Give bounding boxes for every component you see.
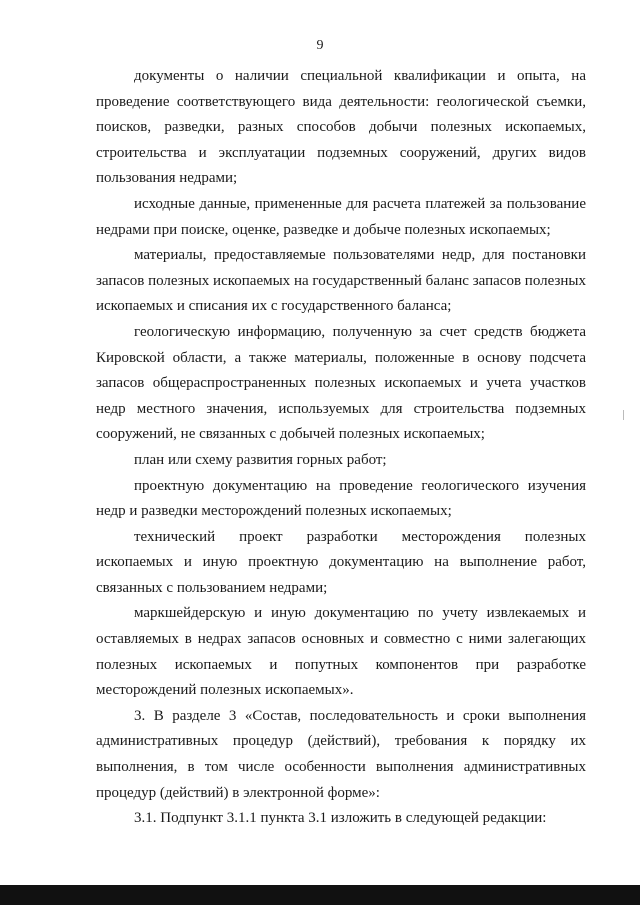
paragraph-documents-qualification: документы о наличии специальной квалификации и опыта, на проведение соответствующего вида деятельности: геологической съемки, поисков, разведки, разных способов добычи полезных ископаемых, строительства и эксплуатации подземных сооружений, других видов пользования недрами; bbox=[96, 68, 586, 187]
paragraph-source-data: исходные данные, примененные для расчета платежей за пользование недрами при поиске, оценке, разведке и добыче полезных ископаемых; bbox=[96, 195, 586, 238]
paragraph-section-3: 3. В разделе 3 «Состав, последовательность и сроки выполнения административных процедур (действий), требования к порядку их выполнения, в том числе особенности выполнения административных процедур (действий) в электронной форме»: bbox=[96, 707, 586, 801]
paragraph-design-documentation: проектную документацию на проведение геологического изучения недр и разведки месторождений полезных ископаемых; bbox=[96, 477, 586, 520]
paragraph-survey-documentation: маркшейдерскую и иную документацию по учету извлекаемых и оставляемых в недрах запасов основных и совместно с ними залегающих полезных ископаемых и попутных компонентов при разработке месторождений полезных ископаемых». bbox=[96, 605, 586, 699]
page-number: 9 bbox=[316, 38, 324, 53]
scan-bottom-border bbox=[0, 885, 640, 905]
scan-artifact bbox=[623, 410, 624, 420]
paragraph-balance-materials: материалы, предоставляемые пользователями недр, для постановки запасов полезных ископаемых на государственный баланс запасов полезных ископаемых и списания их с государственного баланса; bbox=[96, 247, 586, 315]
paragraph-mining-plan: план или схему развития горных работ; bbox=[134, 451, 387, 468]
paragraph-subclause-3-1: 3.1. Подпункт 3.1.1 пункта 3.1 изложить в следующей редакции: bbox=[134, 810, 547, 827]
paragraph-technical-project: технический проект разработки месторождения полезных ископаемых и иную проектную документацию на выполнение работ, связанных с пользованием недрами; bbox=[96, 528, 586, 596]
document-body bbox=[96, 64, 586, 832]
paragraph-geological-information: геологическую информацию, полученную за счет средств бюджета Кировской области, а также материалы, положенные в основу подсчета запасов общераспространенных полезных ископаемых и учета участков недр местного значения, используемых для строительства подземных сооружений, не связанных с добычей полезных ископаемых; bbox=[96, 323, 586, 443]
